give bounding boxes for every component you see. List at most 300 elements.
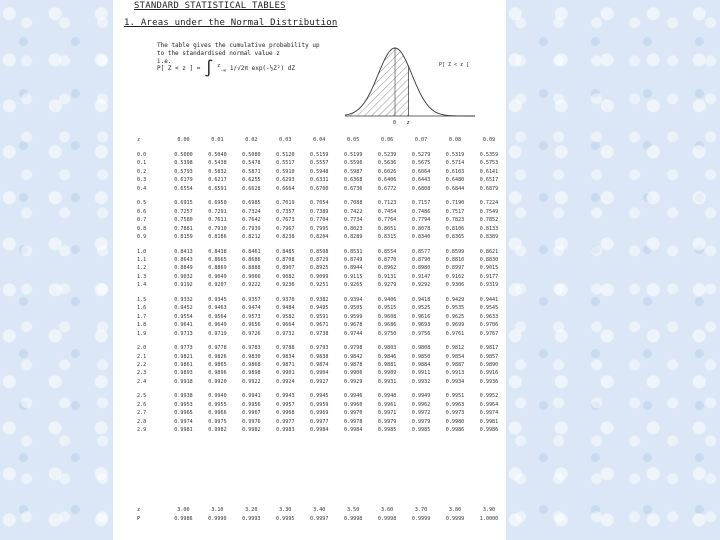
probability-cell: 0.8461 bbox=[242, 248, 261, 255]
probability-cell: 0.7517 bbox=[445, 208, 465, 215]
probability-cell: 0.6915 bbox=[174, 200, 193, 207]
probability-cell: 0.5319 bbox=[445, 152, 465, 158]
probability-cell: 0.9192 bbox=[174, 282, 193, 289]
probability-cell: 0.6844 bbox=[445, 185, 465, 192]
header-z-label: z bbox=[137, 136, 141, 143]
probability-cell: 0.9817 bbox=[479, 345, 499, 352]
probability-cell: 0.9881 bbox=[377, 361, 397, 368]
probability-cell: 0.9955 bbox=[208, 401, 227, 408]
row-z-value: 1.5 bbox=[137, 296, 147, 303]
probability-cell: 0.9332 bbox=[174, 296, 193, 303]
probability-cell: 0.9699 bbox=[445, 322, 465, 329]
probability-cell: 0.9966 bbox=[208, 410, 227, 417]
probability-cell: 0.9838 bbox=[310, 353, 329, 360]
probability-cell: 0.7291 bbox=[208, 208, 227, 215]
column-header: 0.01 bbox=[211, 136, 224, 143]
section-title: 1. Areas under the Normal Distribution bbox=[124, 18, 338, 28]
probability-cell: 0.9641 bbox=[174, 322, 193, 329]
probability-cell: 0.9927 bbox=[310, 378, 329, 385]
probability-cell: 0.9564 bbox=[208, 313, 227, 320]
probability-cell: 0.9878 bbox=[343, 361, 363, 368]
row-z-value: 2.1 bbox=[137, 353, 147, 360]
table-row bbox=[133, 248, 506, 256]
footer-cell: 0.9999 bbox=[411, 515, 431, 522]
probability-cell: 0.9986 bbox=[479, 427, 499, 434]
probability-cell: 0.9798 bbox=[343, 345, 363, 352]
probability-cell: 0.6700 bbox=[310, 185, 329, 192]
probability-cell: 0.7734 bbox=[343, 217, 363, 224]
probability-cell: 0.5478 bbox=[242, 160, 261, 167]
probability-cell: 0.9901 bbox=[276, 370, 295, 377]
probability-cell: 0.9591 bbox=[310, 313, 329, 320]
probability-cell: 0.9693 bbox=[411, 322, 431, 329]
footer-p-row bbox=[133, 515, 506, 524]
probability-cell: 0.9974 bbox=[479, 410, 499, 417]
footer-cell: 3.30 bbox=[279, 507, 292, 513]
probability-cell: 0.9979 bbox=[377, 418, 397, 425]
probability-cell: 0.9934 bbox=[445, 378, 465, 385]
probability-cell: 0.8577 bbox=[411, 248, 431, 255]
probability-cell: 0.9484 bbox=[276, 305, 295, 312]
probability-cell: 0.8212 bbox=[242, 234, 261, 241]
probability-cell: 0.9834 bbox=[276, 353, 295, 360]
probability-cell: 0.9671 bbox=[310, 322, 329, 329]
probability-cell: 0.9978 bbox=[343, 418, 363, 425]
probability-cell: 0.7088 bbox=[343, 200, 363, 207]
probability-cell: 0.8531 bbox=[343, 248, 363, 255]
probability-cell: 0.9535 bbox=[445, 305, 465, 312]
probability-cell: 0.6808 bbox=[411, 185, 431, 192]
footer-cell: 1.0000 bbox=[479, 515, 499, 522]
probability-cell: 0.9949 bbox=[411, 393, 431, 400]
probability-cell: 0.9783 bbox=[242, 345, 261, 352]
table-row bbox=[133, 256, 506, 264]
probability-cell: 0.7823 bbox=[445, 217, 465, 224]
table-row bbox=[133, 344, 506, 352]
axis-z-label: z bbox=[406, 120, 410, 126]
probability-cell: 0.9279 bbox=[377, 282, 397, 289]
probability-cell: 0.7389 bbox=[310, 208, 329, 215]
footer-cell: 3.00 bbox=[177, 507, 190, 513]
row-z-value: 2.3 bbox=[137, 370, 147, 377]
probability-cell: 0.9854 bbox=[445, 353, 465, 360]
probability-cell: 0.9977 bbox=[276, 418, 295, 425]
probability-cell: 0.9633 bbox=[479, 313, 499, 320]
probability-cell: 0.9865 bbox=[208, 361, 227, 368]
footer-cell: 3.80 bbox=[448, 507, 462, 513]
probability-cell: 0.5753 bbox=[479, 160, 499, 167]
probability-cell: 0.7549 bbox=[479, 208, 499, 215]
probability-cell: 0.8708 bbox=[276, 256, 295, 263]
probability-cell: 0.9821 bbox=[174, 353, 193, 360]
probability-cell: 0.5832 bbox=[208, 168, 227, 175]
probability-cell: 0.9982 bbox=[208, 427, 227, 434]
probability-cell: 0.9931 bbox=[377, 378, 397, 385]
probability-cell: 0.9846 bbox=[377, 353, 397, 360]
probability-cell: 0.9911 bbox=[411, 370, 431, 377]
probability-cell: 0.6406 bbox=[377, 177, 397, 184]
probability-cell: 0.9773 bbox=[174, 345, 193, 352]
table-row bbox=[133, 168, 506, 176]
footer-cell: 0.9993 bbox=[242, 515, 261, 522]
probability-cell: 0.9951 bbox=[445, 393, 465, 400]
probability-cell: 0.9981 bbox=[174, 427, 193, 434]
probability-cell: 0.8133 bbox=[479, 225, 499, 232]
probability-cell: 0.9767 bbox=[479, 330, 499, 337]
probability-cell: 0.5675 bbox=[411, 160, 431, 167]
probability-cell: 0.7642 bbox=[242, 217, 261, 224]
probability-cell: 0.9985 bbox=[377, 427, 397, 434]
footer-cell: 0.9998 bbox=[343, 515, 363, 522]
document-page bbox=[113, 0, 506, 540]
probability-cell: 0.9861 bbox=[174, 361, 193, 368]
probability-cell: 0.7673 bbox=[276, 217, 295, 224]
row-z-value: 2.4 bbox=[137, 378, 147, 385]
probability-cell: 0.9941 bbox=[242, 393, 261, 400]
table-row bbox=[133, 159, 506, 167]
probability-cell: 0.8729 bbox=[310, 256, 329, 263]
table-row bbox=[133, 185, 506, 193]
probability-cell: 0.6664 bbox=[276, 185, 295, 192]
probability-cell: 0.5199 bbox=[343, 152, 363, 158]
probability-cell: 0.9207 bbox=[208, 282, 227, 289]
probability-cell: 0.9744 bbox=[343, 330, 363, 337]
probability-cell: 0.5517 bbox=[276, 160, 295, 167]
table-row bbox=[133, 353, 506, 361]
probability-cell: 0.7611 bbox=[208, 217, 227, 224]
probability-cell: 0.9686 bbox=[377, 322, 397, 329]
footer-cell: 0.9995 bbox=[276, 515, 295, 522]
probability-cell: 0.9943 bbox=[276, 393, 295, 400]
probability-cell: 0.8315 bbox=[377, 234, 397, 241]
probability-cell: 0.9162 bbox=[445, 273, 465, 280]
probability-cell: 0.9842 bbox=[343, 353, 363, 360]
table-row bbox=[133, 273, 506, 281]
probability-cell: 0.9857 bbox=[479, 353, 499, 360]
probability-cell: 0.9898 bbox=[242, 370, 261, 377]
document-title: STANDARD STATISTICAL TABLES bbox=[134, 1, 286, 11]
probability-cell: 0.5871 bbox=[242, 168, 261, 175]
table-row bbox=[133, 409, 506, 417]
column-header: 0.07 bbox=[414, 136, 428, 143]
probability-cell: 0.9953 bbox=[174, 401, 193, 408]
probability-cell: 0.8365 bbox=[445, 234, 465, 241]
probability-cell: 0.9970 bbox=[343, 410, 363, 417]
probability-cell: 0.7123 bbox=[377, 200, 397, 207]
row-z-value: 0.3 bbox=[137, 177, 147, 184]
probability-cell: 0.8289 bbox=[343, 234, 363, 241]
probability-cell: 0.9382 bbox=[310, 296, 329, 303]
column-header: 0.02 bbox=[245, 136, 258, 143]
normal-curve-diagram bbox=[345, 36, 475, 126]
probability-cell: 0.8770 bbox=[377, 256, 397, 263]
probability-cell: 0.9505 bbox=[343, 305, 363, 312]
intro-sentence: The table gives the cumulative probability up to the standardised normal value z bbox=[157, 42, 320, 57]
table-row bbox=[133, 369, 506, 377]
probability-cell: 0.8106 bbox=[445, 225, 465, 232]
probability-cell: 0.9959 bbox=[310, 401, 329, 408]
row-z-value: 0.1 bbox=[137, 160, 147, 167]
probability-cell: 0.7580 bbox=[174, 217, 193, 224]
probability-cell: 0.9920 bbox=[208, 378, 227, 385]
probability-cell: 0.9803 bbox=[377, 345, 397, 352]
table-row bbox=[133, 176, 506, 184]
probability-cell: 0.7852 bbox=[479, 217, 499, 224]
probability-cell: 0.9887 bbox=[445, 361, 465, 368]
probability-cell: 0.9177 bbox=[479, 273, 499, 280]
probability-cell: 0.9826 bbox=[208, 353, 227, 360]
row-z-value: 1.6 bbox=[137, 305, 147, 312]
probability-cell: 0.9554 bbox=[174, 313, 193, 320]
probability-cell: 0.9474 bbox=[242, 305, 261, 312]
table-row bbox=[133, 264, 506, 272]
probability-cell: 0.9983 bbox=[276, 427, 295, 434]
probability-cell: 0.9979 bbox=[411, 418, 431, 425]
probability-cell: 0.9545 bbox=[479, 305, 499, 312]
probability-cell: 0.6985 bbox=[242, 200, 261, 207]
table-row bbox=[133, 426, 506, 434]
row-z-value: 0.2 bbox=[137, 168, 147, 175]
formula-int-bottom: -∞ bbox=[220, 68, 227, 75]
probability-cell: 0.9463 bbox=[208, 305, 227, 312]
probability-cell: 0.9967 bbox=[242, 410, 261, 417]
column-header: 0.09 bbox=[482, 136, 496, 143]
probability-cell: 0.6026 bbox=[377, 168, 397, 175]
probability-cell: 0.9625 bbox=[445, 313, 465, 320]
probability-cell: 0.9793 bbox=[310, 345, 329, 352]
table-row bbox=[133, 313, 506, 321]
probability-cell: 0.8413 bbox=[174, 248, 193, 255]
probability-cell: 0.9962 bbox=[411, 401, 431, 408]
intro-ie: i.e. bbox=[157, 58, 172, 65]
probability-cell: 0.6064 bbox=[411, 168, 431, 175]
probability-cell: 0.8159 bbox=[174, 234, 193, 241]
probability-cell: 0.7422 bbox=[343, 208, 363, 215]
row-z-value: 0.7 bbox=[137, 217, 147, 224]
probability-cell: 0.7019 bbox=[276, 200, 295, 207]
probability-cell: 0.9938 bbox=[174, 393, 193, 400]
probability-cell: 0.8554 bbox=[377, 248, 397, 255]
probability-cell: 0.6554 bbox=[174, 185, 193, 192]
probability-cell: 0.8790 bbox=[411, 256, 431, 263]
probability-cell: 0.9964 bbox=[479, 401, 499, 408]
footer-cell: 3.70 bbox=[414, 507, 428, 513]
footer-cell: 3.10 bbox=[211, 507, 224, 513]
probability-cell: 0.7224 bbox=[479, 200, 499, 207]
probability-cell: 0.8665 bbox=[208, 256, 227, 263]
probability-cell: 0.9429 bbox=[445, 296, 465, 303]
table-row bbox=[133, 296, 506, 304]
probability-cell: 0.6480 bbox=[445, 177, 465, 184]
row-z-value: 0.4 bbox=[137, 185, 147, 192]
probability-cell: 0.5159 bbox=[310, 152, 329, 158]
probability-cell: 0.9868 bbox=[242, 361, 261, 368]
probability-cell: 0.8485 bbox=[276, 248, 295, 255]
probability-cell: 0.9884 bbox=[411, 361, 431, 368]
row-z-value: 1.0 bbox=[137, 248, 147, 255]
probability-cell: 0.9968 bbox=[276, 410, 295, 417]
probability-cell: 0.9924 bbox=[276, 378, 295, 385]
probability-cell: 0.7967 bbox=[276, 225, 295, 232]
probability-cell: 0.9985 bbox=[411, 427, 431, 434]
row-z-value: 2.5 bbox=[137, 393, 147, 400]
table-row bbox=[133, 233, 506, 241]
probability-cell: 0.6179 bbox=[174, 177, 193, 184]
probability-cell: 0.6517 bbox=[479, 177, 499, 184]
column-header: 0.04 bbox=[313, 136, 326, 143]
probability-cell: 0.8051 bbox=[377, 225, 397, 232]
probability-cell: 0.9066 bbox=[242, 273, 261, 280]
row-z-value: 2.2 bbox=[137, 361, 147, 368]
probability-cell: 0.8869 bbox=[208, 265, 227, 272]
probability-cell: 0.9115 bbox=[343, 273, 363, 280]
probability-cell: 0.9732 bbox=[276, 330, 295, 337]
probability-cell: 0.9726 bbox=[242, 330, 261, 337]
row-z-value: 1.8 bbox=[137, 322, 147, 329]
table-row bbox=[133, 321, 506, 329]
column-header: 0.06 bbox=[380, 136, 394, 143]
formula-body: 1/√2π exp(-½Z²) dZ bbox=[229, 65, 295, 72]
probability-cell: 0.9608 bbox=[377, 313, 397, 320]
row-z-value: 1.7 bbox=[137, 313, 147, 320]
probability-cell: 0.9357 bbox=[242, 296, 261, 303]
probability-cell: 0.9936 bbox=[479, 378, 499, 385]
probability-cell: 0.5714 bbox=[445, 160, 465, 167]
probability-cell: 0.7995 bbox=[310, 225, 329, 232]
probability-cell: 0.9904 bbox=[310, 370, 329, 377]
probability-cell: 0.9599 bbox=[343, 313, 363, 320]
probability-cell: 0.6368 bbox=[343, 177, 363, 184]
table-row bbox=[133, 401, 506, 409]
probability-cell: 0.8810 bbox=[445, 256, 465, 263]
row-z-value: 1.2 bbox=[137, 265, 147, 272]
probability-cell: 0.6141 bbox=[479, 168, 499, 175]
probability-cell: 0.9977 bbox=[310, 418, 329, 425]
probability-cell: 0.6628 bbox=[242, 185, 261, 192]
table-row bbox=[133, 281, 506, 289]
probability-cell: 0.9236 bbox=[276, 282, 295, 289]
probability-cell: 0.6293 bbox=[276, 177, 295, 184]
probability-cell: 0.8888 bbox=[242, 265, 261, 272]
probability-cell: 0.9922 bbox=[242, 378, 261, 385]
probability-cell: 0.9306 bbox=[445, 282, 465, 289]
probability-cell: 0.5438 bbox=[208, 160, 227, 167]
probability-cell: 0.9099 bbox=[310, 273, 329, 280]
probability-cell: 0.9850 bbox=[411, 353, 431, 360]
probability-cell: 0.9131 bbox=[377, 273, 397, 280]
probability-cell: 0.7764 bbox=[377, 217, 397, 224]
probability-cell: 0.9788 bbox=[276, 345, 295, 352]
probability-cell: 0.8925 bbox=[310, 265, 329, 272]
probability-cell: 0.9963 bbox=[445, 401, 465, 408]
probability-cell: 0.9981 bbox=[479, 418, 499, 425]
probability-cell: 0.8907 bbox=[276, 265, 295, 272]
probability-cell: 0.5948 bbox=[310, 168, 329, 175]
probability-cell: 0.8389 bbox=[479, 234, 499, 241]
footer-cell: 0.9998 bbox=[377, 515, 397, 522]
footer-cell: 3.20 bbox=[245, 507, 258, 513]
probability-cell: 0.9929 bbox=[343, 378, 363, 385]
probability-cell: 0.9940 bbox=[208, 393, 227, 400]
probability-cell: 0.9971 bbox=[377, 410, 397, 417]
probability-cell: 0.8023 bbox=[343, 225, 363, 232]
probability-cell: 0.9616 bbox=[411, 313, 431, 320]
probability-cell: 0.7054 bbox=[310, 200, 329, 207]
probability-cell: 0.6443 bbox=[411, 177, 431, 184]
probability-cell: 0.9986 bbox=[445, 427, 465, 434]
probability-cell: 0.5120 bbox=[276, 152, 295, 158]
formula-int-top: z bbox=[217, 63, 221, 69]
probability-cell: 0.6217 bbox=[208, 177, 227, 184]
probability-cell: 0.9265 bbox=[343, 282, 363, 289]
row-z-value: 2.6 bbox=[137, 401, 147, 408]
probability-cell: 0.8438 bbox=[208, 248, 227, 255]
footer-cell: 0.9990 bbox=[208, 515, 227, 522]
probability-cell: 0.9909 bbox=[377, 370, 397, 377]
probability-cell: 0.9406 bbox=[377, 296, 397, 303]
probability-cell: 0.7157 bbox=[411, 200, 431, 207]
probability-cell: 0.9916 bbox=[479, 370, 499, 377]
footer-row-label: P bbox=[137, 515, 141, 522]
row-z-value: 2.0 bbox=[137, 345, 147, 352]
probability-cell: 0.5596 bbox=[343, 160, 363, 167]
probability-cell: 0.8997 bbox=[445, 265, 465, 272]
row-z-value: 2.8 bbox=[137, 418, 147, 425]
probability-cell: 0.8508 bbox=[310, 248, 329, 255]
integral-sign: ∫ bbox=[203, 58, 214, 78]
probability-cell: 0.9738 bbox=[310, 330, 329, 337]
table-row bbox=[133, 216, 506, 224]
probability-cell: 0.5636 bbox=[377, 160, 397, 167]
normal-distribution-table bbox=[133, 135, 506, 435]
footer-cell: 0.9997 bbox=[310, 515, 329, 522]
row-z-value: 0.9 bbox=[137, 234, 147, 241]
probability-cell: 0.7910 bbox=[208, 225, 227, 232]
footer-z-row bbox=[133, 506, 506, 515]
probability-cell: 0.9418 bbox=[411, 296, 431, 303]
row-z-value: 0.5 bbox=[137, 200, 147, 207]
probability-cell: 0.9918 bbox=[174, 378, 193, 385]
table-row bbox=[133, 361, 506, 369]
probability-cell: 0.6950 bbox=[208, 200, 227, 207]
probability-cell: 0.5239 bbox=[377, 152, 397, 158]
probability-cell: 0.7704 bbox=[310, 217, 329, 224]
probability-cell: 0.9975 bbox=[208, 418, 227, 425]
probability-cell: 0.7357 bbox=[276, 208, 295, 215]
probability-cell: 0.6591 bbox=[208, 185, 227, 192]
probability-cell: 0.9082 bbox=[276, 273, 295, 280]
probability-cell: 0.9974 bbox=[174, 418, 193, 425]
probability-cell: 0.8980 bbox=[411, 265, 431, 272]
probability-cell: 0.6772 bbox=[377, 185, 397, 192]
shaded-area bbox=[345, 48, 409, 116]
probability-cell: 0.8186 bbox=[208, 234, 227, 241]
probability-cell: 0.9345 bbox=[208, 296, 227, 303]
probability-cell: 0.8944 bbox=[343, 265, 363, 272]
probability-cell: 0.9394 bbox=[343, 296, 363, 303]
probability-cell: 0.9678 bbox=[343, 322, 363, 329]
probability-cell: 0.9649 bbox=[208, 322, 227, 329]
probability-cell: 0.8238 bbox=[276, 234, 295, 241]
probability-cell: 0.9965 bbox=[174, 410, 193, 417]
probability-cell: 0.9808 bbox=[411, 345, 431, 352]
probability-cell: 0.7794 bbox=[411, 217, 431, 224]
probability-cell: 0.7454 bbox=[377, 208, 397, 215]
row-z-value: 0.6 bbox=[137, 208, 147, 215]
column-header: 0.00 bbox=[177, 136, 190, 143]
probability-cell: 0.9370 bbox=[276, 296, 295, 303]
probability-cell: 0.9656 bbox=[242, 322, 261, 329]
